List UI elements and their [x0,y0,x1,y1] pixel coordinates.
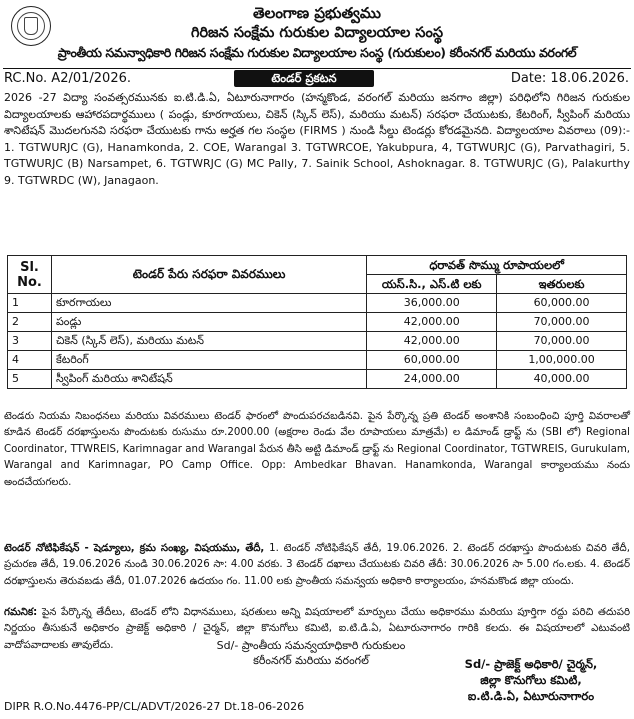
notification-paragraph [4,541,630,590]
society-title: గిరిజన సంక్షేమ గురుకుల విద్యాలయాల సంస్థ [190,25,444,41]
row-item: స్వీపింగ్ మరియు శానిటేషన్ [51,370,366,389]
row-sl: 3 [8,332,52,351]
signature-right-line1: Sd/- ప్రాజెక్ట్ అధికారి/ చైర్మన్, [464,657,598,671]
dipr-reference: DIPR R.O.No.4476-PP/CL/ADVT/2026-27 Dt.18-06-2026 [4,700,305,713]
row-sl: 1 [8,294,52,313]
notification-text: 1. టెండర్ నోటిఫికేషన్ తేదీ, 19.06.2026. 2. టెండర్ దరఖాస్తు పొందుటకు చివరి తేదీ, ప్రచురణ తేదీ, 19.06.2026 నుండి 30.06.2026 సా: 4.00 వరకు. 3 టెండర్ దఖాలు చేయుటకు చివరి తేదీ: 30.06.2026 సా 5.00 గం.లకు. 4. టెండర్ దరఖాస్తులను తెరువబడు తేదీ, 01.07.2026 ఉదయం గం. 11.00 లకు ప్రాంతీయ సమన్వయ అధికారి కార్యాలయం, హనమకొండ జిల్లా యందు. [4,543,630,587]
col-sc-st: యస్.సి., ఎస్.టి లకు [367,275,497,294]
row-item: పండ్లు [51,313,366,332]
col-others: ఇతరులకు [497,275,627,294]
terms-paragraph: టెండరు నియమ నిబంధనలు మరియు వివరములు టెండర్ ఫారంలో పొందుపరచబడినవి. పైన పేర్కొన్న ప్రతి టెండర్ అంశానికి సంబంధించి పూర్తి వివరాలతో కూడిన టెండర్ దరఖాస్తులను పొందుటకు రుసుము రూ.2000.00 (అక్షరాల రెండు వేల రూపాయలు మాత్రమే) ల డిమాండ్ డ్రాఫ్ట్ ను (SBI లో) Regional Coordinator, TTWREIS, Karimnagar and Warangal పేరున తీసి అట్టి డిమాండ్ డ్రాఫ్ట్ ను Regional Coordinator, TGTWREIS, Gurukulam, Warangal and Karimnagar, PO Camp Office. Opp: Ambedkar Bhavan. Hanamkonda, Warangal కార్యాలయము నందు అందచేయగలరు. [4,411,630,488]
row-sc-st-amount: 60,000.00 [367,351,497,370]
table-row [8,370,627,389]
signature-left-line1: Sd/- ప్రాంతీయ సమన్వయాధికారి గురుకులం [216,639,406,652]
tender-notice-badge: టెండర్ ప్రకటన [234,70,374,87]
notice-date: Date: 18.06.2026. [510,71,629,86]
row-sl: 4 [8,351,52,370]
row-others-amount: 1,00,000.00 [497,351,627,370]
regional-coordinator-signature [181,638,441,668]
col-tender-name: టెండర్ పేరు సరఫరా వివరములు [51,256,366,294]
government-title: తెలంగాణ ప్రభుత్వము [253,4,381,22]
rc-number: RC.No. A2/01/2026. [4,71,131,86]
col-emd-group: ధరావత్ సొమ్ము రూపాయలలో [367,256,627,275]
signature-right-line3: ఐ.టి.డి.ఏ, ఏటూరునాగారం [467,689,595,703]
reference-row [3,68,631,88]
project-officer-signature [433,656,629,704]
tender-notice [3,2,631,717]
row-item: కేటరింగ్ [51,351,366,370]
row-sl: 2 [8,313,52,332]
table-row [8,294,627,313]
notification-label: టెండర్ నోటిఫికేషన్ - షెడ్యూలు, క్రమ సంఖ్య, విషయము, తేదీ, [4,543,265,554]
intro-paragraph: 2026 -27 విద్యా సంవత్సరమునకు ఐ.టి.డి.ఏ, ఏటూరునాగారం (హన్మకొండ, వరంగల్ మరియు జనగాం జిల్లా) పరిధిలోని గిరిజన గురుకుల విద్యాలయాలకు ఆహారపదార్థములు ( పండ్లు, కూరగాయలు, చికెన్ (స్కిన్ లెస్), మరియు మటన్) సరఫరా చేయుటకు, కేటరింగ్, స్వీపింగ్ మరియు శానిటేషన్ మొదలగునవి సరఫరా చేయుటకు గాను అర్హత గల సంస్థల (FIRMS ) నుండి సీల్డు టెండర్లు కోరడమైనది. విద్యాలయాల వివరాలు (09):- 1. TGTWURJC (G), Hanamkonda, 2. COE, Warangal 3. TGTWRCOE, Yakubpura, 4, TGTWURJC (G), Parvathagiri, 5. TGTWURJC (B) Narsampet, 6. TGTWRJC (G) MC Pally, 7. Sainik School, Ashoknagar. 8. TGTWURJC (G), Palakurthy 9. TGTWRDC (W), Janagaon. [4,91,630,187]
col-sl-no: Sl. No. [8,256,52,294]
row-others-amount: 40,000.00 [497,370,627,389]
table-row [8,332,627,351]
tender-table [7,255,627,389]
row-sl: 5 [8,370,52,389]
row-sc-st-amount: 42,000.00 [367,313,497,332]
row-others-amount: 60,000.00 [497,294,627,313]
table-row [8,313,627,332]
regional-office-title: ప్రాంతీయ సమన్వాధికారి గిరిజన సంక్షేమ గురుకుల విద్యాలయాల సంస్థ (గురుకులం) కరీంనగర్ మరియు వరంగల్ [57,45,577,60]
note-text: పైన పేర్కొన్న తేదీలు, టెండర్ లోని విధానములు, షరతులు అన్ని విషయాలలో మార్పులు చేయు అధికారము మరియు పూర్తిగా రద్దు పరిచి తదుపరి నిర్ణయం తీసుకునే అధికారం ప్రాజెక్ట్ అధికారి / చైర్మన్, జిల్లా కొనుగోలు కమిటి, ఐ.టి.డి.ఏ, ఏటూరునాగారం గారికి కలదు. ఈ విషయాలలో ఎటువంటి వాదోపవాదాలకు తావులేదు. [4,607,630,651]
row-item: చికెన్ (స్కిన్ లెస్), మరియు మటన్ [51,332,366,351]
table-row [8,351,627,370]
row-sc-st-amount: 36,000.00 [367,294,497,313]
note-label: గమనిక: [4,607,38,618]
row-sc-st-amount: 24,000.00 [367,370,497,389]
row-item: కూరగాయలు [51,294,366,313]
row-others-amount: 70,000.00 [497,313,627,332]
row-sc-st-amount: 42,000.00 [367,332,497,351]
signature-left-line2: కరీంనగర్ మరియు వరంగల్ [253,654,369,667]
row-others-amount: 70,000.00 [497,332,627,351]
signature-right-line2: జిల్లా కొనుగోలు కమిటి, [480,673,582,687]
